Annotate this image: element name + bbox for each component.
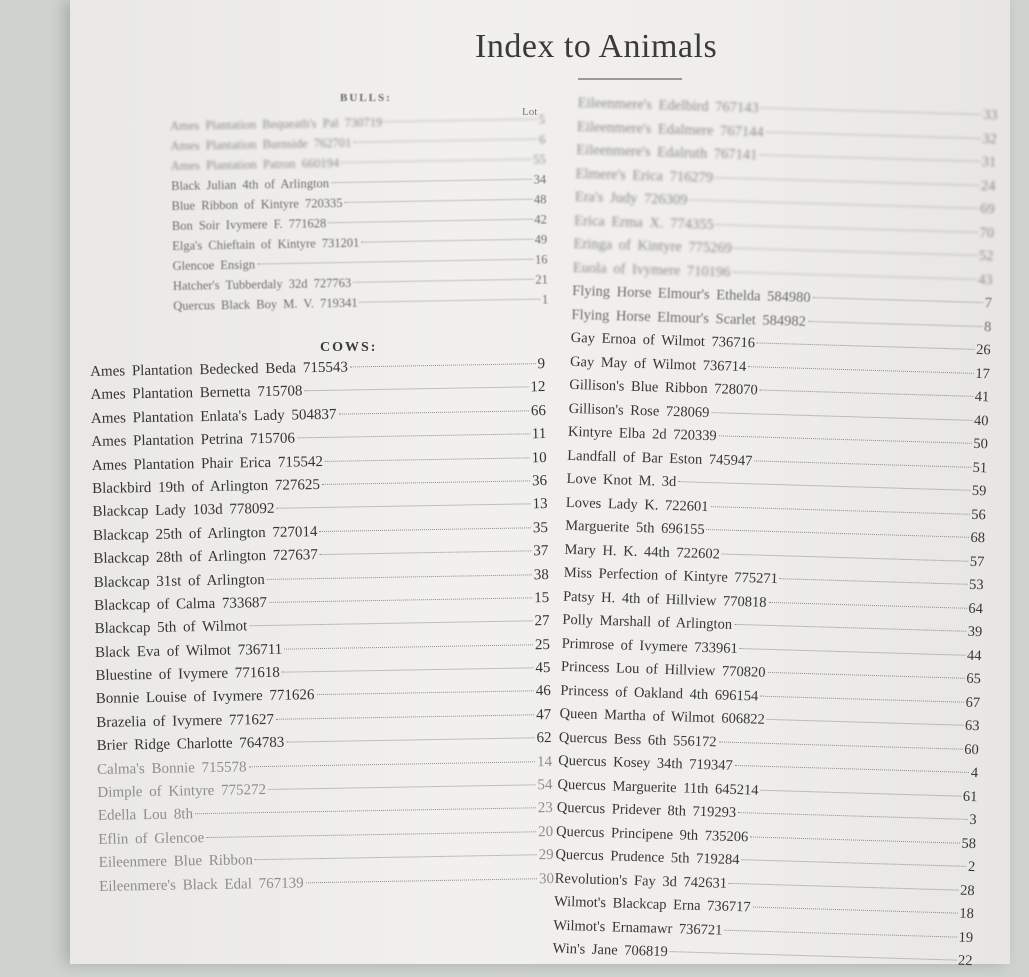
- lot-number: 49: [534, 232, 548, 247]
- lot-number: 53: [968, 576, 984, 594]
- lot-number: 52: [978, 247, 994, 265]
- dot-leader: [740, 648, 965, 656]
- animal-name: Ames Plantation Burnside 762701: [170, 135, 352, 153]
- lot-number: 57: [969, 553, 985, 570]
- animal-name: Blackbird 19th of Arlington 727625: [92, 476, 321, 497]
- lot-number: 43: [977, 271, 993, 288]
- lot-number: 11: [531, 426, 547, 443]
- lot-number: 56: [970, 506, 986, 523]
- dot-leader: [767, 719, 963, 726]
- dot-leader: [761, 107, 981, 115]
- lot-number: 20: [538, 823, 554, 841]
- lot-number: 34: [533, 172, 547, 187]
- animal-name: Elga's Chieftain of Kintyre 731201: [172, 235, 360, 253]
- animal-name: Blue Ribbon of Kintyre 720335: [171, 196, 343, 213]
- lot-number: 26: [975, 341, 991, 359]
- dot-leader: [753, 907, 958, 914]
- animal-name: Eileenmere's Black Edal 767139: [98, 874, 304, 895]
- animal-name: Dimple of Kintyre 775272: [97, 782, 267, 801]
- dot-leader: [707, 529, 969, 538]
- animal-name: Blackcap 28th of Arlington 727637: [93, 547, 318, 568]
- animal-name: Eileenmere Blue Ribbon: [98, 852, 254, 872]
- animal-name: Brazelia of Ivymere 771627: [96, 711, 275, 731]
- dot-leader: [759, 154, 979, 162]
- animal-name: Eringa of Kintyre 775269: [573, 235, 733, 257]
- dot-leader: [738, 812, 967, 820]
- lot-number: 32: [982, 130, 998, 147]
- lot-number: 16: [534, 252, 548, 267]
- animal-name: Quercus Pridever 8th 719293: [556, 799, 737, 822]
- lot-number: 40: [973, 412, 989, 429]
- animal-name: Erica Erma X. 774355: [574, 212, 714, 233]
- animal-name: Euola of Ivymere 710196: [572, 259, 731, 281]
- animal-name: Marguerite 5th 696155: [564, 517, 705, 538]
- lot-number: 1: [541, 292, 549, 307]
- dot-leader: [320, 550, 532, 555]
- dot-leader: [766, 131, 981, 138]
- animal-name: Quercus Black Boy M. V. 719341: [173, 295, 358, 313]
- dot-leader: [341, 159, 531, 163]
- animal-name: Ames Plantation Petrina 715706: [91, 430, 296, 451]
- dot-leader: [360, 299, 540, 303]
- lot-number: 47: [536, 706, 552, 724]
- animal-name: Eileenmere's Edalmere 767144: [576, 118, 764, 141]
- animal-name: Love Knot M. 3d: [566, 470, 677, 491]
- dot-leader: [754, 460, 970, 467]
- dot-leader: [760, 695, 963, 702]
- animal-name: Blackcap Lady 103d 778092: [92, 501, 275, 521]
- animal-name: Quercus Principene 9th 735206: [555, 823, 749, 845]
- dot-leader: [716, 224, 978, 233]
- animal-name: Black Julian 4th of Arlington: [171, 176, 330, 193]
- lot-number: 66: [530, 402, 547, 420]
- lot-number: 6: [539, 132, 546, 147]
- dot-leader: [678, 481, 970, 491]
- lot-number: 37: [533, 543, 549, 560]
- lot-number: 8: [983, 318, 992, 335]
- animal-name: Princess Lou of Hillview 770820: [560, 658, 766, 681]
- dot-leader: [718, 741, 962, 749]
- lot-number: 31: [981, 154, 997, 171]
- dot-leader: [761, 789, 961, 796]
- dot-leader: [748, 366, 973, 374]
- dot-leader: [195, 808, 536, 815]
- dot-leader: [249, 761, 535, 767]
- animal-name: Wilmot's Ernamawr 736721: [553, 917, 723, 939]
- animal-name: Calma's Bonnie 715578: [96, 758, 247, 778]
- lot-number: 41: [974, 388, 990, 406]
- dot-leader: [276, 504, 530, 509]
- lot-number: 48: [533, 192, 547, 207]
- dot-leader: [361, 239, 532, 243]
- lot-number: 24: [980, 177, 996, 194]
- dot-leader: [734, 248, 977, 256]
- lot-number: 51: [972, 459, 988, 476]
- lot-number: 61: [962, 788, 978, 805]
- lot-number: 62: [536, 730, 552, 747]
- lot-number: 36: [531, 472, 548, 490]
- lot-number: 63: [964, 717, 980, 735]
- animal-name: Bluestine of Ivymere 771618: [95, 664, 280, 685]
- animal-name: Blackcap 25th of Arlington 727014: [92, 523, 318, 544]
- animal-name: Era's Judy 726309: [574, 188, 688, 209]
- dot-leader: [757, 342, 974, 349]
- dot-leader: [353, 279, 533, 283]
- animal-name: Win's Jane 706819: [552, 940, 669, 961]
- dot-leader: [297, 434, 530, 439]
- bulls-heading: BULLS:: [340, 92, 392, 104]
- lot-number: 19: [958, 929, 974, 946]
- dot-leader: [711, 506, 970, 515]
- dot-leader: [325, 457, 530, 462]
- animal-name: Polly Marshall of Arlington: [562, 611, 733, 633]
- lot-number: 3: [969, 811, 977, 829]
- animal-name: Flying Horse Elmour's Scarlet 584982: [571, 306, 807, 330]
- dot-leader: [304, 387, 528, 392]
- dot-leader: [760, 390, 973, 397]
- lot-number: 46: [535, 683, 551, 700]
- dot-leader: [742, 859, 967, 867]
- lot-number: 17: [975, 365, 991, 382]
- dot-leader: [732, 271, 976, 279]
- animal-name: Gillison's Rose 728069: [568, 400, 710, 421]
- lot-number: 69: [980, 200, 996, 218]
- animal-name: Eileenmere's Edelbird 767143: [577, 95, 759, 117]
- dot-leader: [734, 624, 966, 632]
- animal-name: Hatcher's Tubberdaly 32d 727763: [172, 275, 352, 293]
- dot-leader: [729, 882, 958, 890]
- animal-name: Ames Plantation Bernetta 715708: [90, 383, 303, 404]
- page-title: Index to Animals: [475, 28, 718, 65]
- animal-name: Ames Plantation Phair Erica 715542: [91, 453, 324, 474]
- lot-number: 59: [971, 482, 987, 500]
- lot-number: 29: [538, 847, 554, 864]
- animal-name: Revolution's Fay 3d 742631: [554, 870, 728, 892]
- dot-leader: [257, 259, 533, 265]
- animal-name: Wilmot's Blackcap Erna 736717: [553, 893, 751, 916]
- cows-list-continued: [552, 95, 998, 977]
- animal-name: Elmere's Erica 716279: [575, 165, 714, 186]
- dot-leader: [344, 199, 531, 203]
- lot-number: 64: [968, 600, 984, 617]
- dot-leader: [338, 410, 528, 414]
- lot-number: 38: [533, 566, 549, 583]
- lot-number: 42: [534, 212, 547, 227]
- animal-name: Ames Plantation Bedecked Beda 715543: [90, 359, 349, 380]
- dot-leader: [268, 784, 535, 790]
- dot-leader: [319, 527, 531, 532]
- lot-number: 67: [965, 694, 981, 711]
- lot-number: 45: [535, 660, 551, 677]
- animal-name: Edella Lou 8th: [97, 806, 194, 825]
- animal-name: Quercus Marguerite 11th 645214: [557, 776, 759, 799]
- dot-leader: [322, 480, 530, 485]
- dot-leader: [286, 738, 534, 743]
- lot-number: 5: [538, 112, 546, 127]
- lot-number: 22: [957, 952, 973, 970]
- lot-number: 55: [533, 152, 546, 167]
- animal-name: Quercus Bess 6th 556172: [558, 729, 717, 750]
- lot-column-label: Lot: [522, 106, 538, 118]
- animal-name: Landfall of Bar Eston 745947: [567, 447, 753, 469]
- lot-number: 15: [534, 589, 550, 607]
- animal-name: Blackcap of Calma 733687: [94, 594, 268, 614]
- lot-number: 14: [536, 753, 553, 770]
- dot-leader: [808, 320, 982, 326]
- animal-name: Bonnie Louise of Ivymere 771626: [95, 687, 315, 708]
- animal-name: Princess of Oakland 4th 696154: [560, 682, 759, 705]
- animal-name: Eileenmere's Edalruth 767141: [576, 141, 758, 164]
- dot-leader: [689, 199, 978, 209]
- dot-leader: [350, 363, 536, 367]
- lot-number: 68: [970, 529, 986, 547]
- dot-leader: [769, 601, 967, 608]
- lot-number: 60: [964, 741, 979, 758]
- animal-name: Glencoe Ensign: [172, 257, 256, 273]
- lot-number: 35: [532, 519, 549, 537]
- animal-name: Flying Horse Elmour's Ethelda 584980: [571, 282, 811, 306]
- lot-number: 13: [532, 496, 548, 513]
- dot-leader: [316, 691, 533, 696]
- lot-number: 7: [984, 295, 993, 312]
- bulls-list: [170, 112, 548, 319]
- animal-name: Primrose of Ivymere 733961: [561, 635, 739, 657]
- animal-name: Queen Martha of Wilmot 606822: [559, 705, 766, 728]
- lot-number: 21: [535, 272, 548, 287]
- dot-leader: [249, 621, 532, 627]
- animal-name: Quercus Prudence 5th 719284: [555, 846, 740, 869]
- dot-leader: [724, 929, 956, 937]
- lot-number: 28: [959, 882, 975, 899]
- dot-leader: [780, 578, 967, 585]
- animal-name: Blackcap 31st of Arlington: [93, 571, 265, 591]
- dot-leader: [206, 831, 536, 838]
- animal-name: Blackcap 5th of Wilmot: [94, 618, 248, 638]
- animal-name: Gay Ernoa of Wilmot 736716: [570, 329, 756, 352]
- lot-number: 12: [530, 379, 546, 396]
- lot-number: 50: [973, 435, 989, 453]
- animal-name: Ames Plantation Bequeath's Pal 730719: [170, 115, 383, 133]
- dot-leader: [735, 765, 969, 773]
- animal-name: Mary H. K. 44th 722602: [564, 541, 721, 562]
- lot-number: 2: [967, 858, 976, 876]
- lot-number: 65: [966, 670, 982, 688]
- animal-name: Bon Soir Ivymere F. 771628: [171, 216, 327, 233]
- dot-leader: [384, 119, 537, 123]
- animal-name: Gay May of Wilmot 736714: [569, 353, 747, 375]
- dot-leader: [306, 878, 537, 883]
- dot-leader: [284, 644, 533, 649]
- dot-leader: [267, 574, 532, 580]
- lot-number: 70: [979, 224, 995, 241]
- lot-number: 39: [967, 623, 983, 641]
- lot-number: 44: [966, 647, 982, 664]
- lot-number: 58: [961, 835, 977, 852]
- dot-leader: [767, 672, 964, 679]
- dot-leader: [715, 177, 979, 186]
- lot-number: 23: [537, 800, 553, 817]
- dot-leader: [269, 597, 532, 603]
- dot-leader: [813, 297, 983, 303]
- dot-leader: [719, 435, 972, 443]
- animal-name: Gillison's Blue Ribbon 728070: [569, 376, 759, 399]
- animal-name: Patsy H. 4th of Hillview 770818: [562, 588, 767, 611]
- lot-number: 4: [970, 764, 979, 782]
- lot-number: 10: [531, 449, 547, 466]
- animal-name: Quercus Kosey 34th 719347: [558, 752, 733, 774]
- animal-name: Black Eva of Wilmot 736711: [94, 641, 283, 661]
- lot-number: 54: [537, 777, 553, 794]
- dot-leader: [276, 714, 534, 720]
- dot-leader: [331, 179, 532, 184]
- animal-name: Ames Plantation Enlata's Lady 504837: [90, 406, 337, 427]
- dot-leader: [353, 139, 537, 143]
- title-underline: [578, 78, 682, 80]
- dot-leader: [255, 854, 537, 860]
- lot-number: 9: [537, 356, 546, 373]
- lot-number: 33: [982, 107, 998, 124]
- animal-name: Eflin of Glencoe: [98, 829, 205, 848]
- lot-number: 27: [534, 613, 550, 630]
- dot-leader: [670, 951, 956, 960]
- animal-name: Kintyre Elba 2d 720339: [567, 423, 717, 445]
- cows-list: [90, 356, 554, 902]
- lot-number: 30: [538, 870, 555, 887]
- dot-leader: [722, 553, 968, 561]
- dot-leader: [282, 667, 534, 672]
- dot-leader: [328, 219, 532, 224]
- animal-name: Ames Plantation Patron 660194: [170, 156, 340, 173]
- dot-leader: [750, 836, 959, 843]
- lot-number: 25: [534, 636, 551, 653]
- animal-name: Miss Perfection of Kintyre 775271: [563, 564, 779, 588]
- lot-number: 18: [959, 905, 975, 923]
- animal-name: Brier Ridge Charlotte 764783: [96, 734, 285, 755]
- dot-leader: [711, 412, 972, 421]
- animal-name: Loves Lady K. 722601: [565, 494, 709, 515]
- cows-heading: COWS:: [320, 340, 378, 355]
